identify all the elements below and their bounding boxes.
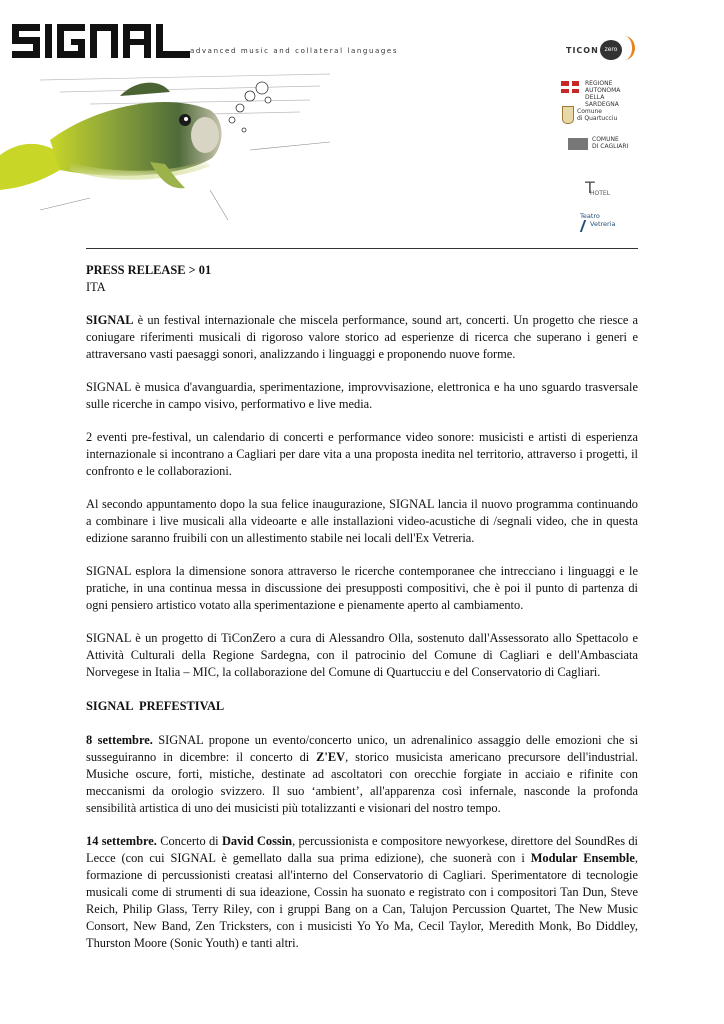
signal-logo (12, 24, 190, 58)
regione-sardegna-logo: REGIONE AUTONOMA DELLA SARDEGNA (560, 80, 640, 96)
language-label: ITA (86, 280, 106, 294)
comune-cagliari-logo: COMUNE DI CAGLIARI (568, 134, 638, 152)
teatro-vetreria-logo: Teatro Vetreria (580, 212, 630, 234)
moors-flag-icon (560, 80, 580, 94)
press-release-body (86, 262, 638, 952)
crest-icon (562, 106, 574, 124)
fish-illustration (0, 70, 340, 240)
header-divider (86, 248, 638, 249)
paragraph-credits: SIGNAL è un progetto di TiConZero a cura di Alessandro Olla, sostenuto dall'Assessorato allo Spettacolo e Attività Culturali della Regione Sardegna, con il patrocinio del Comune di Cagliari e dell'Ambasciata Norvegese in Italia – MIC, la collaborazione del Comune di Quartucciu e del Conservatorio di Cagliari. (86, 631, 638, 679)
ticonzero-logo: TICON zero (566, 36, 636, 64)
section-title: SIGNAL PREFESTIVAL (86, 699, 225, 713)
castle-icon (568, 138, 588, 150)
paragraph-prefestival: 2 eventi pre-festival, un calendario di concerti e performance video sonore: musicisti e artisti di esperienza internazionale si incontrano a Cagliari per dare vita a una proposta inedita nel territorio, attraverso i progetti, il confronto e le collaborazioni. (86, 430, 638, 478)
page-header (0, 0, 724, 250)
comune-quartucciu-logo: Comune di Quartucciu (562, 106, 642, 126)
ticonzero-arc-icon (614, 36, 635, 60)
event-14-settembre: 14 settembre. Concerto di David Cossin, percussionista e compositore newyorkese, direttore del SoundRes di Lecce (con cui SIGNAL è gemellato dalla sua prima edizione), che suonerà con i Modular Ensemble, formazione di percussionisti creatasi all'interno del Conservatorio di Cagliari. Sperimentatore di tecnologie musicali come di strumenti di sua ideazione, Cossin ha suonato e registrato con i compositori Tan Dun, Steve Reich, Philip Glass, Terry Riley, con i gruppi Bang on a Can, Talujon Percussion Quartet, The New Music Consort, New Band, Zen Tricksters, con i musicisti Yo Yo Ma, Cecil Taylor, Meredith Monk, Bo Diddley, Thurston Moore (Sonic Youth) e tanti altri. (86, 834, 638, 950)
press-release-heading: PRESS RELEASE > 01 (86, 263, 212, 277)
paragraph-intro: SIGNAL è un festival internazionale che miscela performance, sound art, concerti. Un progetto che riesce a coniugare riferimenti musicali di rigoroso valore storico ad esperienze di ricerca che superano i generi e attraversano vasti paesaggi sonori, analizzando i linguaggi e proponendo nuove forme. (86, 313, 638, 361)
paragraph-sound-research: SIGNAL esplora la dimensione sonora attraverso le ricerche contemporanee che intrecciano i linguaggi e le pratiche, in una continua messa in discussione dei presupposti compositivi, che è poi il punto di partenza di ogni pensiero artistico votato alla sperimentazione e pienamente aperto al cambiamento. (86, 564, 638, 612)
t-hotel-logo: T HOTEL (585, 178, 611, 197)
paragraph-second-edition: Al secondo appuntamento dopo la sua felice inaugurazione, SIGNAL lancia il nuovo programma continuando a combinare i live musicali alla videoarte e alle installazioni video-acustiche di /segnali video, che in questa edizione saranno fruibili con un allestimento stabile nei locali dell'Ex Vetreria. (86, 497, 638, 545)
paragraph-avantgarde: SIGNAL è musica d'avanguardia, sperimentazione, improvvisazione, elettronica e ha uno sguardo trasversale sulle ricerche in campo visivo, performativo e live media. (86, 380, 638, 411)
tagline: advanced music and collateral languages (190, 47, 399, 55)
event-8-settembre: 8 settembre. SIGNAL propone un evento/concerto unico, un adrenalinico assaggio delle emozioni che si susseguiranno in dicembre: il concerto di Z'EV, storico musicista americano precursore dell'industrial. Musiche oscure, forti, mistiche, destinate ad ascoltatori con orecchie forgiate in acciaio e rifinite con meccanismi da orologio svizzero. Il suo ‘ambient’, all'apparenza così infernale, nasconde la profonda sensibilità artistica di uno dei musicisti più totalizzanti e visionari del nostro tempo. (86, 733, 639, 815)
